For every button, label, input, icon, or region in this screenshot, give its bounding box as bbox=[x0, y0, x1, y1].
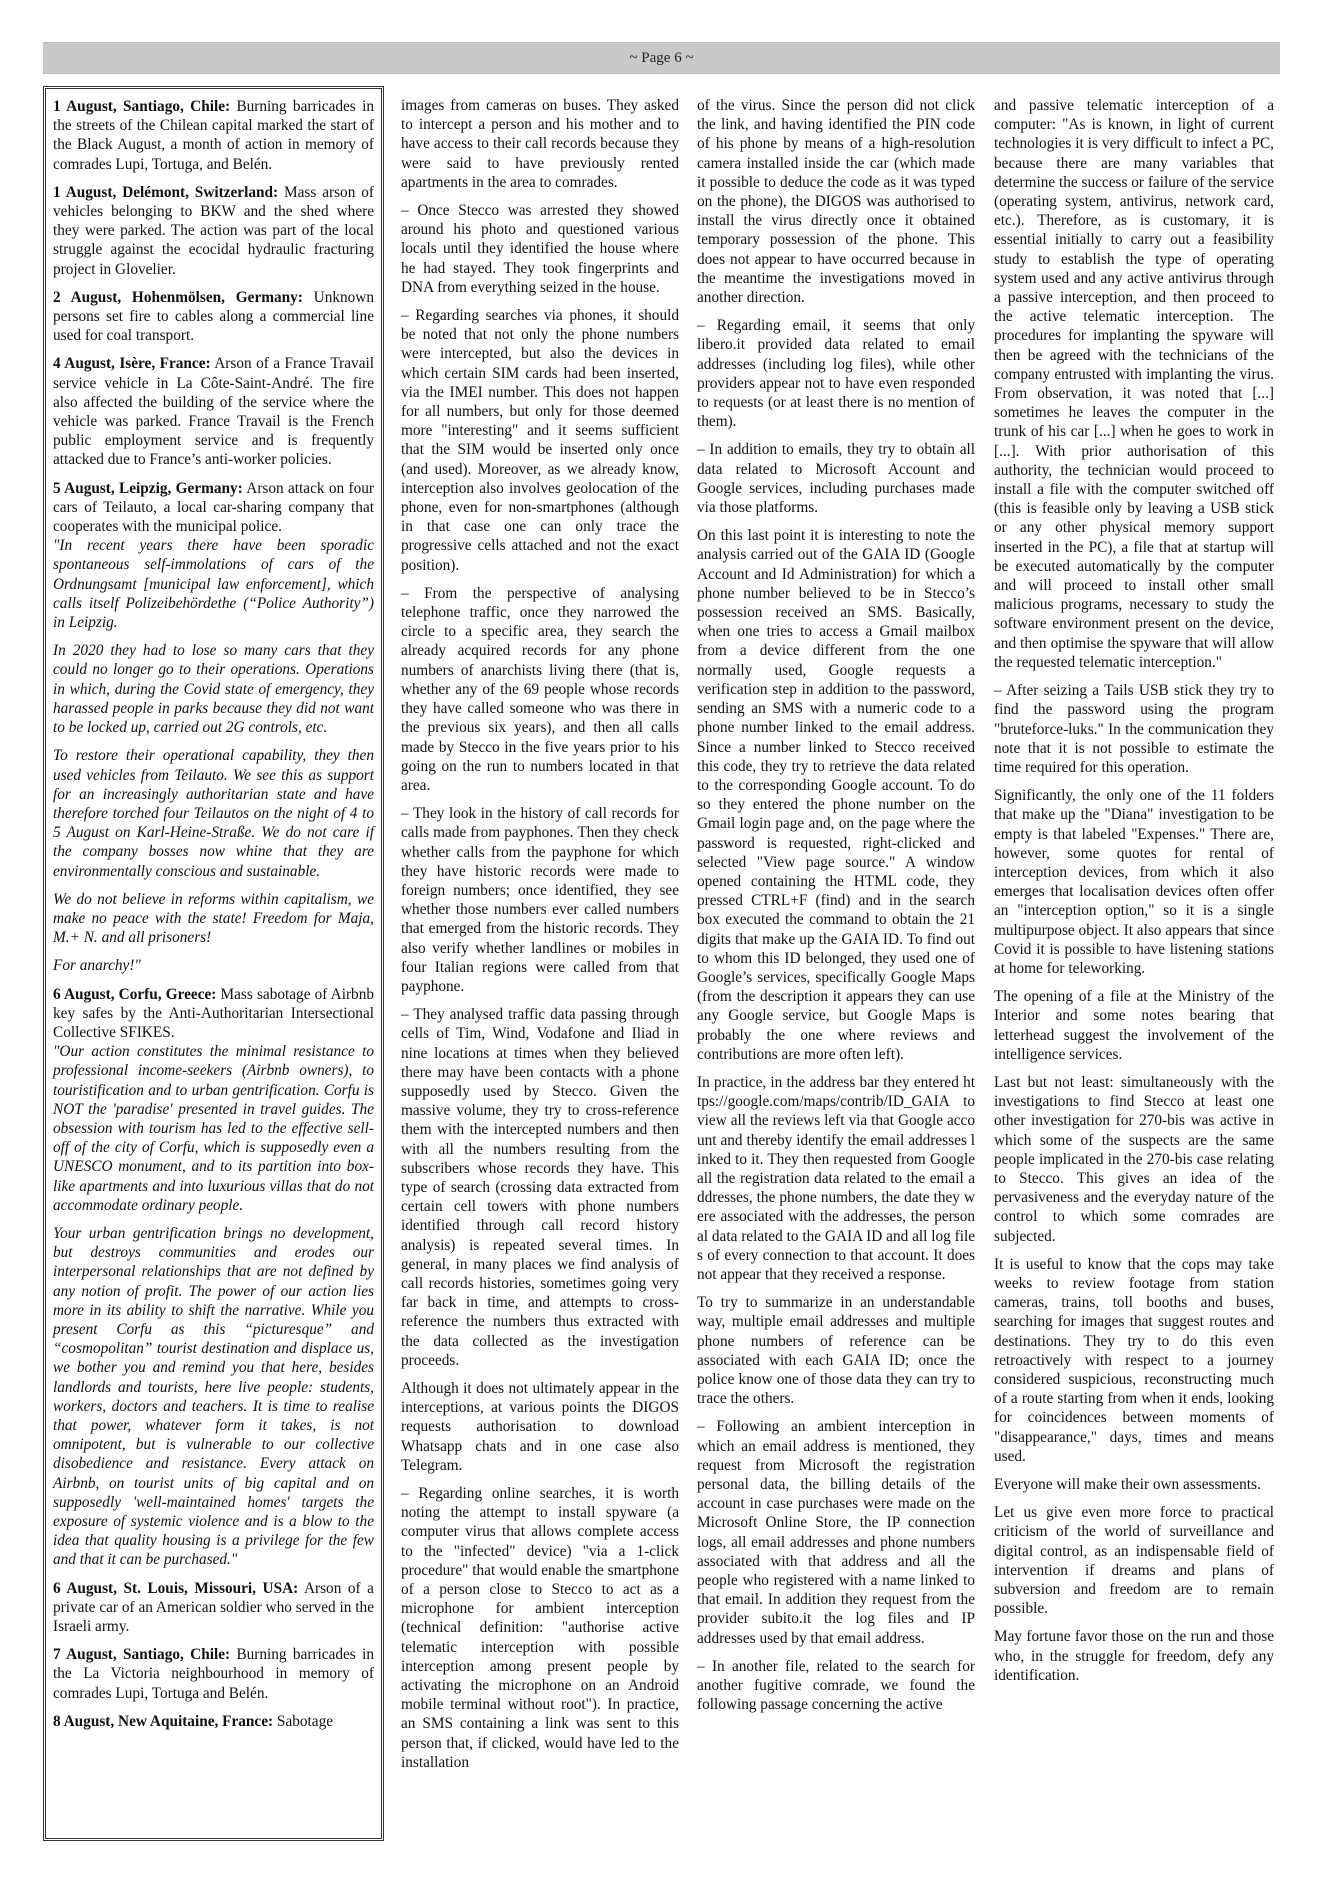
entry-location: 2 August, Hohenmölsen, Germany: bbox=[53, 288, 303, 306]
page-number-banner: ~ Page 6 ~ bbox=[43, 42, 1280, 74]
communique-quote: In 2020 they had to lose so many cars that they could no longer go to their operations. Operations in which, during the Covid state of emergency, they harassed people in parks because they did not want to be locked up, carried out 2G controls, etc. bbox=[53, 642, 374, 737]
article-paragraph: Last but not least: simultaneously with the investigations to find Stecco at least one other investigation for 270-bis was active in which some of the suspects are the same people implicated in the 270-bis case relating to Stecco. This gives an idea of the pervasiveness and the everyday nature of the control to which some comrades are subjected. bbox=[994, 1073, 1274, 1245]
communique-quote: For anarchy!" bbox=[53, 957, 141, 975]
entry-text: Sabotage bbox=[273, 1712, 334, 1730]
article-paragraph: – Regarding searches via phones, it should be noted that not only the phone numbers were intercepted, but also the devices in which certain SIM cards had been inserted, via the IMEI number. This does not happen for all numbers, but only for those deemed more "interesting" and it seems sufficient that the SIM would be inserted only once (and used). Moreover, as we already know, interception also involves geolocation of the phone, even for non-smartphones (although in that case one can only trace the progressive cells attached and not the exact position). bbox=[401, 307, 679, 574]
article-paragraph: In practice, in the address bar they entered https://google.com/maps/contrib/ID_GAIA to view all the reviews left via that Google account and thereby identify the email addresses linked to it. They then requested from Google all the registration data related to the email addresses, the phone numbers, the date they were associated with the addresses, the personal data related to the GAIA ID and all log files of every connection to that account. It does not appear that they received a response. bbox=[697, 1073, 975, 1283]
entry-location: 8 August, New Aquitaine, France: bbox=[53, 1712, 274, 1730]
entry-text: Mass arson of vehicles belonging to BKW and the shed where they were parked. The action was part of the local struggle against the ecocidal hydraulic fracturing project in Glovelier. bbox=[53, 183, 374, 278]
entry-location: 1 August, Santiago, Chile: bbox=[53, 98, 231, 115]
entry-location: 1 August, Delémont, Switzerland: bbox=[53, 183, 279, 201]
entry-location: 6 August, St. Louis, Missouri, USA: bbox=[53, 1579, 299, 1597]
article-paragraph: – They look in the history of call records for calls made from payphones. Then they check whether calls from the payphone for which they have historic records were made to foreign numbers; once identified, they see whether those numbers ever called numbers that emerged from the historic records. They also verify whether landlines or mobiles in four Italian regions were called from that payphone. bbox=[401, 805, 679, 995]
article-paragraph: – Regarding email, it seems that only libero.it provided data related to email addresses (including log files), while other providers appear not to have even responded to requests (or at least there is no mention of them). bbox=[697, 317, 975, 431]
article-paragraph: – They analysed traffic data passing through cells of Tim, Wind, Vodafone and Iliad in nine locations at times when they believed there may have been contacts with a phone supposedly used by Stecco. Given the massive volume, they try to cross-reference them with the intercepted numbers and then with all the numbers resulting from the subscribers whose records they have. This type of search (crossing data extracted from certain cell towers with phone numbers identified through call record history analysis) is repeated several times. In general, in many places we find analysis of call records histories, sometimes going very far back in time, and attempts to cross-reference the numbers thus extracted with the data collected as the investigation proceeds. bbox=[401, 1006, 679, 1369]
chronicle-entry bbox=[53, 985, 374, 1043]
article-column-1 bbox=[401, 96, 679, 1781]
article-column-2 bbox=[697, 96, 975, 1723]
entry-location: 4 August, Isère, France: bbox=[53, 355, 211, 373]
article-paragraph: – Once Stecco was arrested they showed around his photo and questioned various locals until they identified the house where he had stayed. They took fingerprints and DNA from everything seized in the house. bbox=[401, 202, 679, 296]
entry-text: Arson attack on four cars of Teilauto, a local car-sharing company that cooperates with the municipal police. bbox=[53, 479, 374, 536]
communique-quote: To restore their operational capability, they then used vehicles from Teilauto. We see this as support for an increasingly authoritarian state and have therefore torched four Teilautos on the night of 4 to 5 August on Karl-Heine-Straße. We do not care if the company bosses now whine that they are environmentally conscious and sustainable. bbox=[53, 747, 374, 880]
entry-location: 6 August, Corfu, Greece: bbox=[53, 985, 217, 1003]
article-paragraph: Significantly, the only one of the 11 folders that make up the "Diana" investigation to be empty is that labeled "Expenses." There are, however, some quotes for rental of interception devices, from which it also emerges that localisation devices often offer an "interception option," so it is a single multipurpose object. It also appears that since Covid it is possible to have listening stations at home for teleworking. bbox=[994, 787, 1274, 977]
communique-quote: Your urban gentrification brings no development, but destroys communities and erodes our interpersonal relationships that are not defined by any notion of profit. The power of our action lies more in its ability to shift the narrative. While you present Corfu as this “picturesque” and “cosmopolitan” tourist destination and displace us, we bother you and remind you that here, besides landlords and tourists, here live people: students, workers, doctors and teachers. It is time to realise that power, whatever form it takes, is not omnipotent, but is vulnerable to our collective disobedience and resistance. Every attack on Airbnb, on tourist units of big capital and on supposedly 'well-maintained homes' targets the exposure of systemic violence and is a blow to the idea that quality housing is a privilege for the few and that it can be purchased." bbox=[53, 1224, 374, 1569]
article-paragraph: – Regarding online searches, it is worth noting the attempt to install spyware (a computer virus that allows complete access to the "infected" device) "via a 1-click procedure" that would enable the smartphone of a person close to Stecco to act as a microphone for ambient interception (technical definition: "authorise active telematic interception with possible interception among present people by activating the microphone on an Android mobile terminal without root"). In practice, an SMS containing a link was sent to this person that, if clicked, would have led to the installation bbox=[401, 1485, 679, 1771]
article-paragraph: – In addition to emails, they try to obtain all data related to Microsoft Account and Google services, including purchases made via those platforms. bbox=[697, 441, 975, 517]
article-paragraph: The opening of a file at the Ministry of the Interior and some notes bearing that letterhead suggest the involvement of the intelligence services. bbox=[994, 988, 1274, 1063]
article-paragraph: – Following an ambient interception in which an email address is mentioned, they request from Microsoft the registration personal data, the billing details of the account in case purchases were made on the Microsoft Online Store, the IP connection logs, all email addresses and phone numbers associated with that address and all the people who registered with a name linked to that email. In addition they request from the provider subito.it the log files and IP addresses used by that email address. bbox=[697, 1418, 975, 1647]
communique-quote: "In recent years there have been sporadic spontaneous self-immolations of cars of the Ordnungsamt [municipal law enforcement], which calls itself Polizeibehördethe (“Police Authority”) in Leipzig. bbox=[53, 537, 374, 632]
chronicle-entry bbox=[53, 1579, 374, 1637]
article-paragraph: of the virus. Since the person did not click the link, and having identified the PIN code of his phone by means of a high-resolution camera installed inside the car (which made it possible to deduce the code as it was typed on the phone), the DIGOS was authorised to install the virus directly once it obtained temporary possession of the phone. This does not appear to have occurred because in the meantime the investigations moved in another direction. bbox=[697, 97, 975, 307]
entry-text: Unknown persons set fire to cables along a commercial line used for coal transport. bbox=[53, 288, 374, 345]
article-paragraph: Although it does not ultimately appear in the interceptions, at various points the DIGOS requests authorisation to download Whatsapp chats and in one case also Telegram. bbox=[401, 1380, 679, 1474]
chronicle-entry bbox=[53, 1645, 374, 1703]
chronicle-entry bbox=[53, 354, 374, 469]
communique-quote: We do not believe in reforms within capitalism, we make no peace with the state! Freedom for Maja, M.+ N. and all prisoners! bbox=[53, 890, 374, 947]
chronicle-entry bbox=[53, 97, 374, 174]
article-paragraph: Everyone will make their own assessments. bbox=[994, 1476, 1261, 1494]
article-paragraph: images from cameras on buses. They asked to intercept a person and his mother and to have access to their call records because they were said to have previously rented apartments in the area to comrades. bbox=[401, 97, 679, 191]
article-paragraph: To try to summarize in an understandable way, multiple email addresses and multiple phone numbers of reference can be associated with each GAIA ID; once the police know one of those data they can try to trace the others. bbox=[697, 1294, 975, 1408]
entry-text: Burning barricades in the streets of the Chilean capital marked the start of the Black August, a month of action in memory of comrades Lupi, Tortuga, and Belén. bbox=[53, 98, 374, 173]
article-paragraph: – From the perspective of analysing telephone traffic, once they narrowed the circle to a specific area, they search the already acquired records for any phone numbers of anarchists living there (that is, whether any of the 69 people whose records they have called someone who was there in the previous six years), and then all calls made by Stecco in the five years prior to his going on the run to numbers located in that area. bbox=[401, 584, 679, 794]
article-paragraph: It is useful to know that the cops may take weeks to review footage from station cameras, trains, toll booths and buses, searching for images that suggest routes and destinations. They try to do this even retroactively with respect to a journey considered suspicious, reconstructing much of a route starting from when it ends, looking for coincidences between moments of "disappearance," days, times and means used. bbox=[994, 1255, 1274, 1465]
entry-text: Mass sabotage of Airbnb key safes by the Anti-Authoritarian Intersectional Collective SFIKES. bbox=[53, 985, 374, 1041]
chronicle-entry bbox=[53, 288, 374, 346]
communique-quote: "Our action constitutes the minimal resistance to professional income-seekers (Airbnb owners), to touristification and to urban gentrification. Corfu is NOT the 'paradise' presented in travel guides. The obsession with tourism has led to the effective sell-off of the city of Corfu, which is supposedly even a UNESCO monument, and to its partition into box-like apartments and into luxurious villas that do not accommodate ordinary people. bbox=[53, 1043, 374, 1214]
article-paragraph: Let us give even more force to practical criticism of the world of surveillance and digital control, as an indispensable field of intervention if dreams and plans of subversion and freedom are to remain possible. bbox=[994, 1504, 1274, 1618]
article-paragraph: and passive telematic interception of a computer: "As is known, in light of current technologies it is very difficult to infect a PC, because there are many variables that determine the success or failure of the service (operating system, antivirus, network card, etc.). Therefore, as is customary, it is essential initially to carry out a feasibility study to establish the type of operating system used and any active antivirus through a passive interception, and then proceed to the active telematic interception. The procedures for implanting the spyware will then be agreed with the technicians of the company entrusted with implanting the virus. From observation, it was noted that [...] sometimes he leaves the computer in the trunk of his car [...] when he goes to work in [...]. With prior authorisation of this authority, the technician would proceed to install a file with the computer switched off (this is feasible only by leaving a USB stick or any other physical memory support inserted in the PC), a file that at startup will be executed automatically by the computer and will proceed to install other small malicious programs, necessary to study the software environment present on the device, and then optimise the spyware that will allow the requested telematic interception." bbox=[994, 97, 1274, 671]
chronicle-entry bbox=[53, 183, 374, 279]
entry-text: Burning barricades in the La Victoria neighbourhood in memory of comrades Lupi, Tortuga and Belén. bbox=[53, 1646, 374, 1702]
article-column-3 bbox=[994, 96, 1274, 1694]
article-paragraph: – After seizing a Tails USB stick they try to find the password using the program "bruteforce-luks." In the communication they note that it is not possible to estimate the time required for this operation. bbox=[994, 682, 1274, 776]
article-paragraph: – In another file, related to the search for another fugitive comrade, we found the following passage concerning the active bbox=[697, 1657, 975, 1714]
entry-text: Arson of a France Travail service vehicle in La Côte-Saint-André. The fire also affected the building of the service where the vehicle was parked. France Travail is the French public employment service and is frequently attacked due to France’s anti-worker policies. bbox=[53, 355, 374, 469]
entry-location: 7 August, Santiago, Chile: bbox=[53, 1646, 231, 1664]
chronicle-entry bbox=[53, 1712, 374, 1731]
entry-text: Arson of a private car of an American soldier who served in the Israeli army. bbox=[53, 1579, 374, 1636]
chronicle-entry bbox=[53, 479, 374, 537]
chronicle-list bbox=[53, 97, 374, 1740]
article-paragraph: On this last point it is interesting to note the analysis carried out of the GAIA ID (Google Account and Id Administration) for which a phone number believed to be in Stecco’s possession received an SMS. Basically, when one tries to access a Gmail mailbox from a device different from the one normally used, Google requests a verification step in addition to the password, sending an SMS with a numeric code to a phone number linked to the email address. Since a number linked to Stecco received this code, they try to retrieve the data related to the corresponding Google account. To do so they entered the phone number on the Gmail login page and, on the page where the password is requested, right-clicked and selected "View page source." A window opened containing the HTML code, they pressed CTRL+F (find) and in the search box executed the command to obtain the 21 digits that make up the GAIA ID. To find out to whom this ID belonged, they used one of Google’s services, specifically Google Maps (from the description it appears they can use any Google service, but Google Maps is probably the one where reviews and contributions are more often left). bbox=[697, 527, 975, 1063]
entry-location: 5 August, Leipzig, Germany: bbox=[53, 479, 243, 497]
article-paragraph: May fortune favor those on the run and those who, in the struggle for freedom, defy any identification. bbox=[994, 1628, 1274, 1684]
chronicle-box bbox=[43, 86, 384, 1841]
